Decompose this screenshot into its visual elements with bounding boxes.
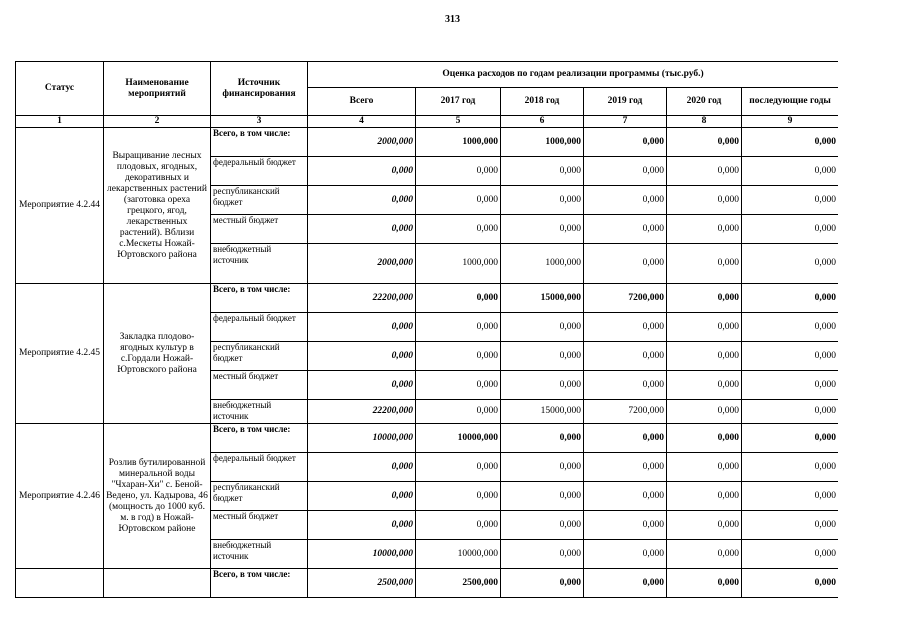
measure-status: Мероприятие 4.2.46	[16, 424, 104, 569]
year-value-cell: 10000,000	[416, 540, 501, 569]
total-cell: 0,000	[308, 453, 416, 482]
year-value-cell: 0,000	[584, 371, 667, 400]
header-source: Источник финансирования	[211, 62, 308, 116]
table-body	[16, 128, 839, 598]
year-value-cell: 0,000	[667, 371, 742, 400]
year-value-cell: 0,000	[416, 284, 501, 313]
year-value-cell: 0,000	[667, 342, 742, 371]
funding-source-label: федеральный бюджет	[211, 313, 308, 342]
year-value-cell: 0,000	[584, 313, 667, 342]
total-cell: 22200,000	[308, 284, 416, 313]
column-number: 1	[16, 116, 104, 128]
funding-source-label: внебюджетный источник	[211, 400, 308, 424]
year-value-cell: 0,000	[742, 342, 839, 371]
total-cell: 0,000	[308, 371, 416, 400]
funding-source-label: республиканский бюджет	[211, 342, 308, 371]
year-value-cell: 7200,000	[584, 400, 667, 424]
column-number-row	[16, 116, 839, 128]
year-value-cell: 0,000	[501, 371, 584, 400]
year-value-cell: 1000,000	[416, 244, 501, 284]
year-value-cell: 0,000	[584, 482, 667, 511]
year-value-cell: 0,000	[501, 313, 584, 342]
year-value-cell: 0,000	[584, 128, 667, 157]
year-value-cell: 0,000	[742, 313, 839, 342]
header-status: Статус	[16, 62, 104, 116]
year-value-cell: 0,000	[584, 511, 667, 540]
funding-source-label: местный бюджет	[211, 511, 308, 540]
year-value-cell: 0,000	[501, 453, 584, 482]
year-value-cell: 0,000	[667, 244, 742, 284]
year-value-cell: 0,000	[667, 511, 742, 540]
year-value-cell: 0,000	[584, 244, 667, 284]
table-row	[16, 128, 839, 157]
funding-source-label: внебюджетный источник	[211, 244, 308, 284]
year-value-cell: 0,000	[501, 342, 584, 371]
total-cell: 2000,000	[308, 244, 416, 284]
funding-source-label: внебюджетный источник	[211, 540, 308, 569]
year-value-cell: 0,000	[742, 400, 839, 424]
year-value-cell: 0,000	[667, 284, 742, 313]
funding-source-label: Всего, в том числе:	[211, 424, 308, 453]
column-number: 5	[416, 116, 501, 128]
year-value-cell: 0,000	[501, 540, 584, 569]
measure-name: Выращивание лесных плодовых, ягодных, декоративных и лекарственных растений (заготовка ореха грецкого, ягод, лекарственных растений). Вблизи с.Мескеты Ножай-Юртовского района	[104, 128, 211, 284]
header-year: Всего	[308, 88, 416, 116]
year-value-cell: 0,000	[667, 453, 742, 482]
year-value-cell: 0,000	[416, 313, 501, 342]
total-cell: 10000,000	[308, 540, 416, 569]
budget-table-container	[15, 61, 838, 604]
header-name: Наименование мероприятий	[104, 62, 211, 116]
year-value-cell: 0,000	[584, 569, 667, 598]
total-cell: 0,000	[308, 342, 416, 371]
year-value-cell: 0,000	[667, 400, 742, 424]
header-year: 2020 год	[667, 88, 742, 116]
year-value-cell: 0,000	[742, 540, 839, 569]
year-value-cell: 2500,000	[416, 569, 501, 598]
year-value-cell: 1000,000	[501, 244, 584, 284]
column-number: 7	[584, 116, 667, 128]
budget-table	[15, 61, 838, 598]
total-cell: 2000,000	[308, 128, 416, 157]
header-year: 2019 год	[584, 88, 667, 116]
total-cell: 0,000	[308, 186, 416, 215]
page-number: 313	[445, 14, 460, 25]
year-value-cell: 0,000	[584, 186, 667, 215]
column-number: 9	[742, 116, 839, 128]
total-cell: 0,000	[308, 215, 416, 244]
year-value-cell: 0,000	[584, 453, 667, 482]
year-value-cell: 0,000	[416, 186, 501, 215]
year-value-cell: 15000,000	[501, 400, 584, 424]
year-value-cell: 0,000	[667, 128, 742, 157]
year-value-cell: 0,000	[667, 186, 742, 215]
table-row	[16, 424, 839, 453]
measure-name: Розлив бутилированной минеральной воды "Чхаран-Хи" с. Беной-Ведено, ул. Кадырова, 46 (мощность до 1000 куб. м. в год) в Ножай-Юртовском районе	[104, 424, 211, 569]
year-value-cell: 0,000	[667, 215, 742, 244]
year-value-cell: 0,000	[501, 186, 584, 215]
year-value-cell: 0,000	[667, 424, 742, 453]
column-number: 6	[501, 116, 584, 128]
year-value-cell: 10000,000	[416, 424, 501, 453]
year-value-cell: 0,000	[416, 400, 501, 424]
year-value-cell: 0,000	[416, 157, 501, 186]
year-value-cell: 0,000	[416, 371, 501, 400]
measure-name	[104, 569, 211, 598]
year-value-cell: 0,000	[584, 540, 667, 569]
year-value-cell: 0,000	[501, 157, 584, 186]
year-value-cell: 0,000	[742, 424, 839, 453]
funding-source-label: республиканский бюджет	[211, 186, 308, 215]
total-cell: 22200,000	[308, 400, 416, 424]
year-value-cell: 0,000	[742, 371, 839, 400]
year-value-cell: 0,000	[742, 128, 839, 157]
year-value-cell: 0,000	[584, 157, 667, 186]
year-value-cell: 0,000	[501, 569, 584, 598]
year-value-cell: 0,000	[667, 157, 742, 186]
funding-source-label: Всего, в том числе:	[211, 569, 308, 598]
column-number: 2	[104, 116, 211, 128]
funding-source-label: Всего, в том числе:	[211, 284, 308, 313]
year-value-cell: 0,000	[742, 453, 839, 482]
column-number: 4	[308, 116, 416, 128]
year-value-cell: 1000,000	[501, 128, 584, 157]
total-cell: 0,000	[308, 482, 416, 511]
funding-source-label: местный бюджет	[211, 215, 308, 244]
total-cell: 0,000	[308, 157, 416, 186]
year-value-cell: 0,000	[742, 186, 839, 215]
header-year: последующие годы	[742, 88, 839, 116]
total-cell: 10000,000	[308, 424, 416, 453]
funding-source-label: местный бюджет	[211, 371, 308, 400]
year-value-cell: 0,000	[501, 424, 584, 453]
total-cell: 0,000	[308, 313, 416, 342]
year-value-cell: 0,000	[742, 511, 839, 540]
year-value-cell: 0,000	[501, 511, 584, 540]
measure-status: Мероприятие 4.2.44	[16, 128, 104, 284]
funding-source-label: республиканский бюджет	[211, 482, 308, 511]
year-value-cell: 0,000	[667, 313, 742, 342]
year-value-cell: 0,000	[742, 215, 839, 244]
year-value-cell: 7200,000	[584, 284, 667, 313]
measure-status: Мероприятие 4.2.45	[16, 284, 104, 424]
year-value-cell: 15000,000	[501, 284, 584, 313]
year-value-cell: 0,000	[416, 453, 501, 482]
year-value-cell: 0,000	[667, 482, 742, 511]
table-row	[16, 569, 839, 598]
year-value-cell: 0,000	[416, 482, 501, 511]
year-value-cell: 0,000	[416, 511, 501, 540]
column-number: 8	[667, 116, 742, 128]
year-value-cell: 0,000	[416, 342, 501, 371]
year-value-cell: 0,000	[742, 284, 839, 313]
year-value-cell: 0,000	[742, 157, 839, 186]
funding-source-label: федеральный бюджет	[211, 453, 308, 482]
year-value-cell: 0,000	[501, 215, 584, 244]
measure-name: Закладка плодово-ягодных культур в с.Гордали Ножай-Юртовского района	[104, 284, 211, 424]
year-value-cell: 0,000	[742, 482, 839, 511]
year-value-cell: 0,000	[501, 482, 584, 511]
year-value-cell: 0,000	[584, 215, 667, 244]
header-estimate: Оценка расходов по годам реализации программы (тыс.руб.)	[308, 62, 839, 88]
total-cell: 2500,000	[308, 569, 416, 598]
year-value-cell: 0,000	[584, 424, 667, 453]
year-value-cell: 0,000	[667, 569, 742, 598]
total-cell: 0,000	[308, 511, 416, 540]
table-row	[16, 284, 839, 313]
year-value-cell: 0,000	[584, 342, 667, 371]
year-value-cell: 1000,000	[416, 128, 501, 157]
funding-source-label: Всего, в том числе:	[211, 128, 308, 157]
measure-status	[16, 569, 104, 598]
column-number: 3	[211, 116, 308, 128]
header-year: 2017 год	[416, 88, 501, 116]
year-value-cell: 0,000	[742, 244, 839, 284]
year-value-cell: 0,000	[667, 540, 742, 569]
header-year: 2018 год	[501, 88, 584, 116]
year-value-cell: 0,000	[416, 215, 501, 244]
year-value-cell: 0,000	[742, 569, 839, 598]
funding-source-label: федеральный бюджет	[211, 157, 308, 186]
